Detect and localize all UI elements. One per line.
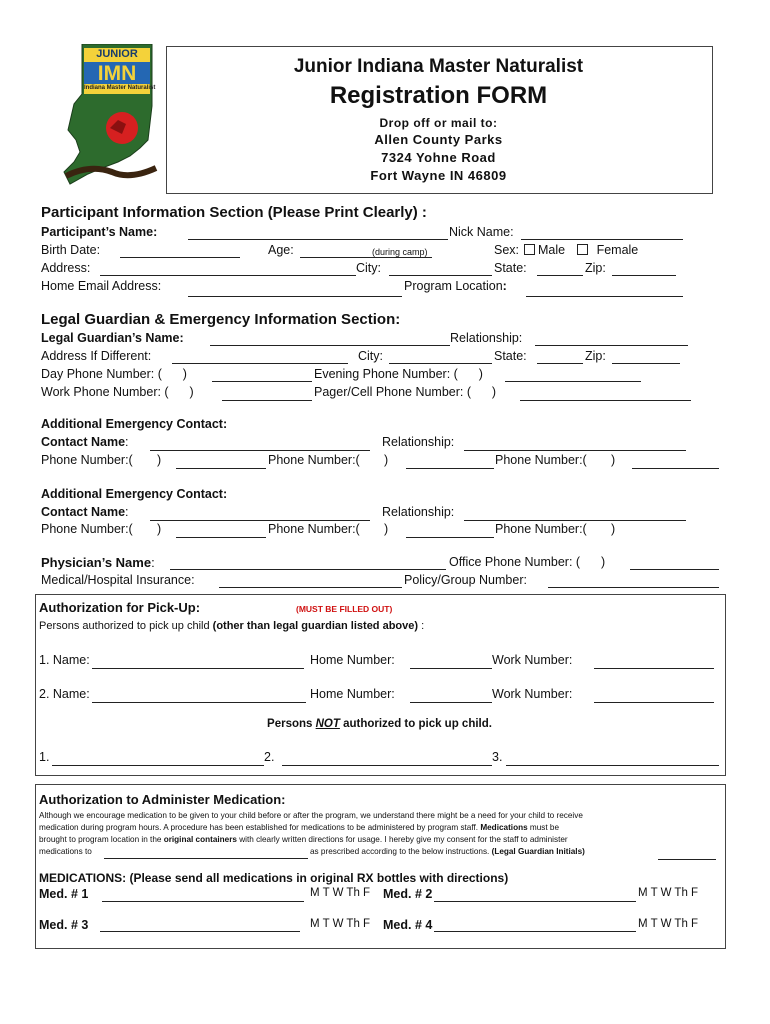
pickup-heading: Authorization for Pick-Up: (39, 600, 201, 615)
work-phone-label: Work Phone Number: ( ) (41, 385, 194, 399)
emergency2-contact-label: Contact Name: (41, 505, 129, 519)
medications-heading: MEDICATIONS: (Please send all medications in original RX bottles with directions) (39, 871, 509, 885)
org-street: 7324 Yohne Road (381, 150, 496, 165)
not-auth-2-label: 2. (264, 750, 275, 764)
logo-mid-text: IMN (97, 62, 137, 85)
med2-days: M T W Th F (638, 887, 699, 899)
city-field[interactable] (389, 275, 492, 276)
pickup-name1-label: 1. Name: (39, 653, 90, 667)
emergency1-phone2-field[interactable] (406, 468, 494, 469)
pager-phone-label: Pager/Cell Phone Number: ( ) (314, 385, 497, 399)
emergency1-relationship-label: Relationship: (382, 435, 455, 449)
emergency1-phone1-label: Phone Number:( ) (41, 453, 162, 467)
city-label: City: (356, 261, 381, 275)
guardian-heading: Legal Guardian & Emergency Information Section: (41, 311, 401, 328)
med4-label: Med. # 4 (383, 918, 433, 932)
guardian-zip-field[interactable] (612, 363, 680, 364)
emergency2-contact-field[interactable] (150, 520, 370, 521)
med3-days: M T W Th F (310, 918, 371, 930)
pickup-home1-field[interactable] (410, 668, 492, 669)
birth-date-label: Birth Date: (41, 243, 101, 257)
male-label: Male (538, 243, 566, 257)
guardian-city-field[interactable] (389, 363, 492, 364)
med4-field[interactable] (434, 931, 636, 932)
not-auth-2-field[interactable] (282, 765, 492, 766)
policy-label: Policy/Group Number: (404, 573, 527, 587)
day-phone-label: Day Phone Number: ( ) (41, 367, 187, 381)
emergency1-phone3-label: Phone Number:( ) (495, 453, 616, 467)
logo (60, 44, 162, 192)
not-auth-1-field[interactable] (52, 765, 264, 766)
pickup-work2-label: Work Number: (492, 687, 573, 701)
address-field[interactable] (100, 275, 356, 276)
medication-para-3: brought to program location in the original containers with clearly written directions for usage. I hereby give my consent for the staff to administer (39, 835, 568, 844)
physician-name-label: Physician’s Name: (41, 555, 155, 570)
logo-band-text: Indiana Master Naturalist (84, 85, 156, 91)
guardian-zip-label: Zip: (585, 349, 606, 363)
guardian-state-field[interactable] (537, 363, 583, 364)
age-field[interactable] (300, 257, 432, 258)
emergency2-phone1-field[interactable] (176, 537, 266, 538)
med3-label: Med. # 3 (39, 918, 89, 932)
sex-options (520, 243, 638, 257)
address-different-field[interactable] (172, 363, 348, 364)
logo-top-text: JUNIOR (96, 48, 138, 60)
nick-name-field[interactable] (521, 239, 683, 240)
email-label: Home Email Address: (41, 279, 162, 293)
zip-field[interactable] (612, 275, 676, 276)
pickup-home2-label: Home Number: (310, 687, 395, 701)
participant-name-label: Participant’s Name: (41, 225, 158, 239)
persons-authorized-text: Persons authorized to pick up child (other than legal guardian listed above) : (39, 620, 425, 632)
form-title-line1: Junior Indiana Master Naturalist (293, 56, 584, 77)
med2-field[interactable] (434, 901, 636, 902)
pickup-home1-label: Home Number: (310, 653, 395, 667)
not-auth-3-field[interactable] (506, 765, 719, 766)
emergency2-phone2-field[interactable] (406, 537, 494, 538)
zip-label: Zip: (585, 261, 606, 275)
policy-field[interactable] (548, 587, 719, 588)
nick-name-label: Nick Name: (449, 225, 514, 239)
guardian-name-label: Legal Guardian’s Name: (41, 331, 184, 345)
med2-label: Med. # 2 (383, 887, 433, 901)
emergency1-contact-label: Contact Name: (41, 435, 129, 449)
pickup-name2-label: 2. Name: (39, 687, 90, 701)
medication-para-1: Although we encourage medication to be given to your child before or after the program, we understand there might be a need for your child to receive (39, 811, 583, 820)
state-field[interactable] (537, 275, 583, 276)
participant-name-field[interactable] (188, 239, 448, 240)
office-phone-field[interactable] (630, 569, 719, 570)
med1-label: Med. # 1 (39, 887, 89, 901)
pickup-work1-label: Work Number: (492, 653, 573, 667)
guardian-relationship-label: Relationship: (450, 331, 523, 345)
physician-name-field[interactable] (170, 569, 446, 570)
emergency2-heading: Additional Emergency Contact: (41, 487, 228, 501)
during-camp-note: (during camp) (372, 247, 428, 257)
medication-heading: Authorization to Administer Medication: (39, 792, 286, 807)
emergency2-relationship-label: Relationship: (382, 505, 455, 519)
pickup-name1-field[interactable] (92, 668, 304, 669)
medication-box (35, 784, 726, 949)
address-different-label: Address If Different: (41, 349, 152, 363)
emergency2-phone2-label: Phone Number:( ) (268, 522, 389, 536)
emergency1-phone3-field[interactable] (632, 468, 719, 469)
evening-phone-field[interactable] (505, 381, 641, 382)
emergency2-relationship-field[interactable] (464, 520, 686, 521)
guardian-relationship-field[interactable] (535, 345, 688, 346)
emergency2-phone1-label: Phone Number:( ) (41, 522, 162, 536)
pickup-work1-field[interactable] (594, 668, 714, 669)
program-location-label: Program Location: (404, 279, 507, 293)
emergency1-relationship-field[interactable] (464, 450, 686, 451)
address-label: Address: (41, 261, 91, 275)
participant-heading: Participant Information Section (Please Print Clearly) : (41, 204, 427, 221)
med1-field[interactable] (102, 901, 304, 902)
not-auth-3-label: 3. (492, 750, 503, 764)
pickup-work2-field[interactable] (594, 702, 714, 703)
medications-to-field[interactable] (104, 858, 308, 859)
insurance-field[interactable] (219, 587, 402, 588)
pickup-name2-field[interactable] (92, 702, 306, 703)
day-phone-field[interactable] (212, 381, 312, 382)
emergency1-heading: Additional Emergency Contact: (41, 417, 228, 431)
email-field[interactable] (188, 296, 402, 297)
form-title-line2: Registration FORM (329, 82, 548, 109)
emergency1-phone2-label: Phone Number:( ) (268, 453, 389, 467)
work-phone-field[interactable] (222, 400, 312, 401)
medication-para-2: medication during program hours. A procedure has been established for medications to be administered by program staff. Medications must be (39, 823, 560, 832)
female-checkbox[interactable] (577, 244, 588, 255)
guardian-initials-field[interactable] (658, 859, 716, 860)
drop-off-label: Drop off or mail to: (379, 116, 498, 130)
medication-para-4a: medications to (39, 847, 92, 856)
guardian-state-label: State: (494, 349, 527, 363)
medication-para-4b: as prescribed according to the below instructions. (Legal Guardian Initials) (310, 847, 585, 856)
emergency1-contact-field[interactable] (150, 450, 370, 451)
not-auth-1-label: 1. (39, 750, 50, 764)
pager-phone-field[interactable] (520, 400, 691, 401)
evening-phone-label: Evening Phone Number: ( ) (314, 367, 483, 381)
pickup-home2-field[interactable] (410, 702, 492, 703)
age-label: Age: (268, 243, 294, 257)
med4-days: M T W Th F (638, 918, 699, 930)
emergency2-phone3-label: Phone Number:( ) (495, 522, 616, 536)
insurance-label: Medical/Hospital Insurance: (41, 573, 195, 587)
emergency1-phone1-field[interactable] (176, 468, 266, 469)
male-checkbox[interactable] (524, 244, 535, 255)
guardian-name-field[interactable] (210, 345, 450, 346)
birth-date-field[interactable] (120, 257, 240, 258)
sex-label: Sex: (494, 243, 520, 257)
org-name: Allen County Parks (374, 132, 503, 147)
med3-field[interactable] (100, 931, 300, 932)
female-label: Female (596, 243, 639, 257)
program-location-field[interactable] (526, 296, 683, 297)
not-authorized-heading: Persons NOT authorized to pick up child. (267, 718, 492, 730)
must-fill-note: (MUST BE FILLED OUT) (296, 604, 393, 614)
office-phone-label: Office Phone Number: ( ) (449, 555, 606, 569)
guardian-city-label: City: (358, 349, 383, 363)
state-label: State: (494, 261, 527, 275)
org-city: Fort Wayne IN 46809 (370, 168, 507, 183)
med1-days: M T W Th F (310, 887, 371, 899)
